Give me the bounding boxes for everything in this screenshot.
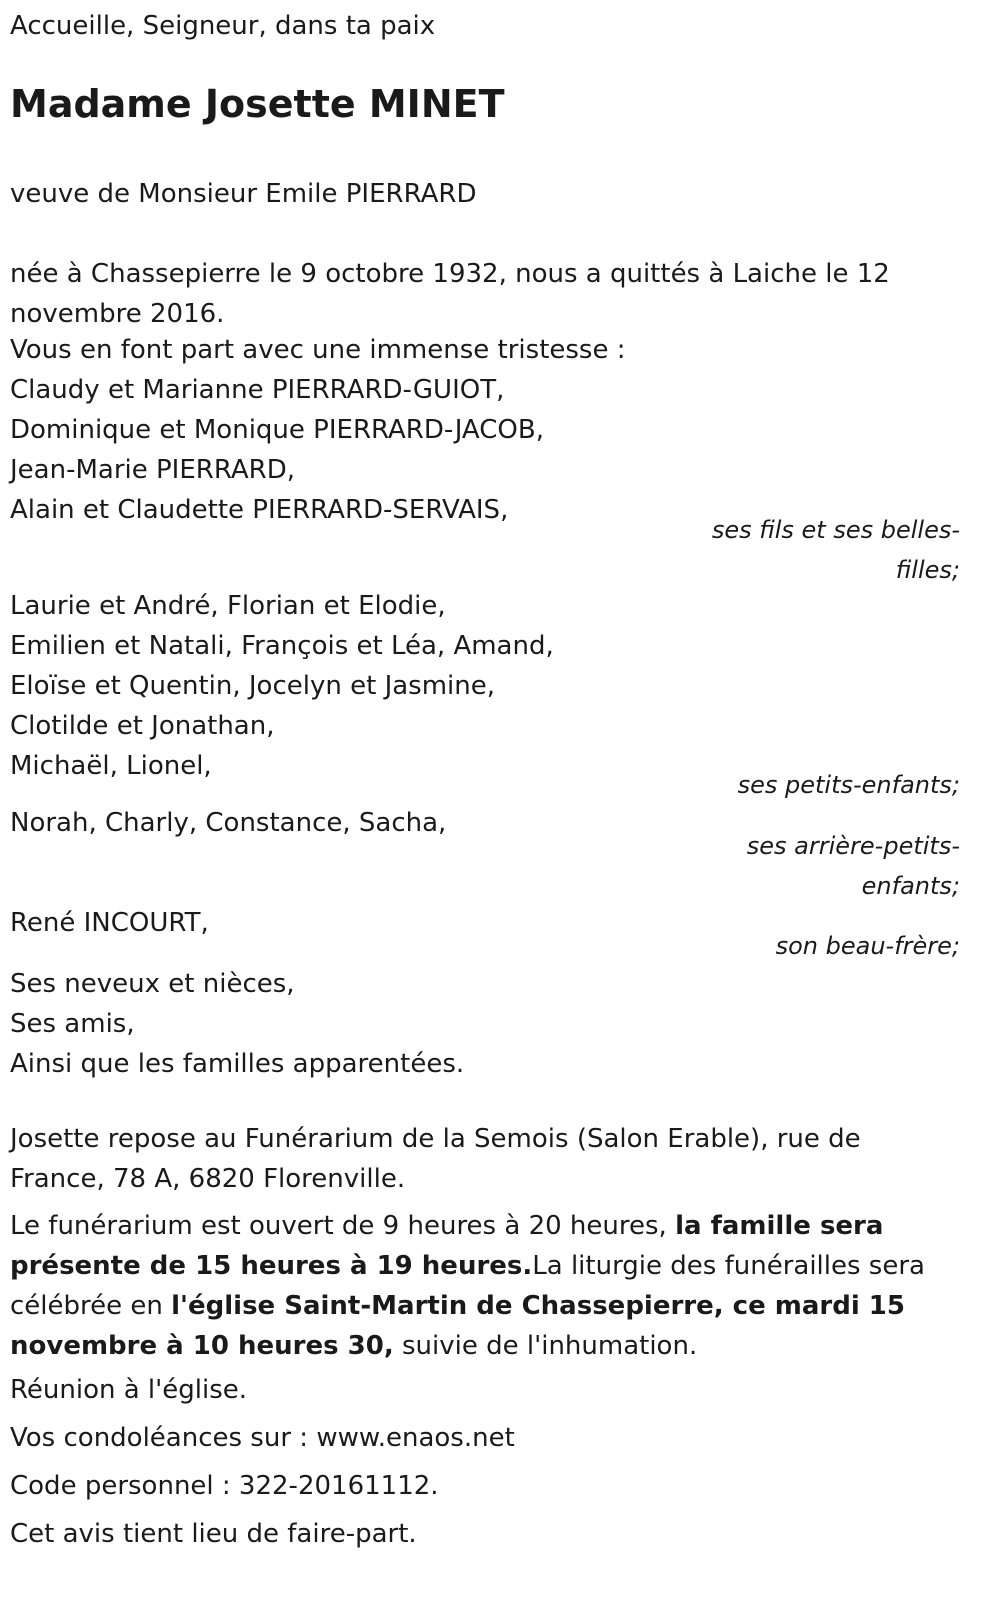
list-item: Michaël, Lionel, (10, 751, 212, 781)
widow-of-line: veuve de Monsieur Emile PIERRARD (10, 179, 477, 209)
announcement-children-block (10, 330, 626, 530)
personal-code: Code personnel : 322-20161112. (10, 1471, 439, 1501)
children-role (712, 510, 960, 590)
children-role-line1: ses fils et ses belles- (711, 516, 960, 544)
announcement-intro: Vous en font part avec une immense tristesse : (10, 335, 626, 365)
list-item: Jean-Marie PIERRARD, (10, 455, 295, 485)
rest-location: Josette repose au Funérarium de la Semois (Salon Erable), rue de France, 78 A, 6820 Florenville. (10, 1124, 861, 1194)
great-grandchildren-role (747, 826, 960, 906)
birth-death-line: née à Chassepierre le 9 octobre 1932, nous a quittés à Laiche le 12 novembre 2016. (10, 259, 890, 329)
children-role-line2: filles; (895, 556, 960, 584)
list-item: Claudy et Marianne PIERRARD-GUIOT, (10, 375, 505, 405)
grandchildren-role: ses petits-enfants; (737, 771, 960, 799)
others-block (10, 964, 464, 1084)
list-item: Alain et Claudette PIERRARD-SERVAIS, (10, 495, 509, 525)
list-item: Ses amis, (10, 1009, 135, 1039)
opening-prayer: Accueille, Seigneur, dans ta paix (10, 11, 436, 41)
funeral-church-time: l'église Saint-Martin de Chassepierre, ce mardi 15 novembre à 10 heures 30, (10, 1291, 905, 1361)
condolences-info: Vos condoléances sur : www.enaos.net (10, 1423, 515, 1453)
great-grandchildren-role-line1: ses arrière-petits- (746, 832, 960, 860)
funeral-details (10, 1206, 960, 1366)
funeral-family-hours: la famille sera présente de 15 heures à 19 heures. (10, 1211, 884, 1281)
closing-note: Cet avis tient lieu de faire-part. (10, 1519, 417, 1549)
great-grandchildren-role-line2: enfants; (861, 872, 960, 900)
meeting-info: Réunion à l'église. (10, 1375, 248, 1405)
funeral-text-1: Le funérarium est ouvert de 9 heures à 20 heures, (10, 1211, 676, 1241)
list-item: Ses neveux et nièces, (10, 969, 295, 999)
funeral-text-2: La liturgie des funérailles sera célébrée en (10, 1251, 925, 1321)
list-item: Clotilde et Jonathan, (10, 711, 275, 741)
list-item: Laurie et André, Florian et Elodie, (10, 591, 446, 621)
list-item: Dominique et Monique PIERRARD-JACOB, (10, 415, 544, 445)
list-item: Ainsi que les familles apparentées. (10, 1049, 465, 1079)
grandchildren-block (10, 586, 554, 786)
list-item: Eloïse et Quentin, Jocelyn et Jasmine, (10, 671, 495, 701)
brother-in-law: René INCOURT, (10, 908, 209, 938)
great-grandchildren: Norah, Charly, Constance, Sacha, (10, 808, 447, 838)
brother-in-law-role: son beau-frère; (775, 932, 960, 960)
funeral-text-3: suivie de l'inhumation. (393, 1331, 698, 1361)
list-item: Emilien et Natali, François et Léa, Amand, (10, 631, 554, 661)
deceased-name: Madame Josette MINET (10, 82, 505, 126)
